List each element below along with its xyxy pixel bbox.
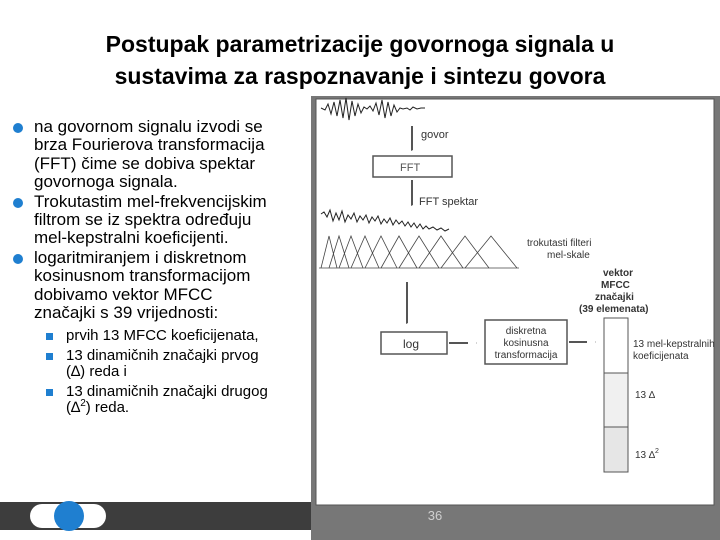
- vector-label-4: (39 elemenata): [579, 304, 649, 315]
- bullet-log-dct: [12, 249, 312, 323]
- mfcc-coef-label-2: koeficijenata: [633, 351, 689, 362]
- bullet-list: [12, 118, 312, 417]
- bullet-line: Trokutastim mel-frekvencijskim: [34, 191, 267, 211]
- delta-suffix: ) reda.: [85, 399, 130, 417]
- sub-bullet-mfcc: [12, 328, 312, 345]
- sub-bullet-line: [66, 400, 312, 417]
- label-fft-spektar: FFT spektar: [419, 196, 479, 208]
- log-label: log: [403, 337, 420, 351]
- bullet-line: mel-kepstralni koeficijenti.: [34, 228, 229, 248]
- slide-title: [0, 28, 720, 92]
- vector-mfcc-segment: [604, 318, 628, 373]
- bullet-line: na govornom signalu izvodi se: [34, 117, 263, 136]
- bullet-line: dobivamo vektor MFCC: [34, 284, 213, 304]
- footer-circle-icon: [54, 501, 84, 531]
- dct-label-2: kosinusna: [503, 338, 549, 349]
- bullet-line: značajki s 39 vrijednosti:: [34, 303, 219, 323]
- label-filters-line2: mel-skale: [547, 250, 590, 261]
- label-filters-line1: trokutasti filteri: [527, 238, 592, 249]
- label-govor: govor: [421, 129, 449, 141]
- page-number: 36: [427, 508, 443, 523]
- sub-bullet-square-icon: [46, 333, 53, 340]
- dct-label-1: diskretna: [505, 326, 547, 337]
- delta-label: 13 ∆: [635, 390, 656, 401]
- footer-bar: [0, 502, 311, 530]
- delta-exponent: 2: [80, 398, 86, 410]
- sub-bullet-line: (∆) reda i: [66, 363, 127, 381]
- sub-bullet-delta: [12, 348, 312, 381]
- sub-bullet-delta2: [12, 384, 312, 417]
- diagram-svg: [311, 96, 720, 540]
- bullet-line: govornoga signala.: [34, 172, 178, 192]
- mfcc-diagram: [311, 96, 720, 540]
- delta-text: (∆: [66, 399, 81, 417]
- bullet-mel-filter: [12, 193, 312, 248]
- bullet-line: kosinusnom transformacijom: [34, 266, 251, 286]
- sub-bullet-square-icon: [46, 353, 53, 360]
- vector-label-3: značajki: [595, 292, 634, 303]
- sub-bullet-line: prvih 13 MFCC koeficijenata,: [66, 327, 259, 345]
- delta2-exponent: 2: [655, 448, 659, 455]
- title-line-2: sustavima za raspoznavanje i sintezu govora: [114, 63, 606, 89]
- bullet-dot-icon: [13, 198, 23, 208]
- bullet-line: logaritmiranjem i diskretnom: [34, 247, 247, 267]
- dct-label-3: transformacija: [494, 350, 558, 361]
- sub-bullet-square-icon: [46, 389, 53, 396]
- vector-delta2-segment: [604, 427, 628, 472]
- bullet-dot-icon: [13, 254, 23, 264]
- bullet-line: (FFT) čime se dobiva spektar: [34, 153, 256, 173]
- bullet-line: brza Fourierova transformacija: [34, 135, 265, 155]
- bullet-dot-icon: [13, 123, 23, 133]
- title-line-1: Postupak parametrizacije govornoga signala u: [105, 31, 615, 57]
- vector-delta-segment: [604, 373, 628, 427]
- delta2-text: 13 ∆: [635, 450, 656, 461]
- fft-label: FFT: [400, 162, 421, 174]
- sub-bullet-line: 13 dinamičnih značajki prvog: [66, 346, 259, 364]
- bullet-fft: [12, 118, 312, 192]
- bullet-line: filtrom se iz spektra određuju: [34, 210, 252, 230]
- mfcc-coef-label-1: 13 mel-kepstralnih: [633, 339, 715, 350]
- vector-label-1: vektor: [603, 268, 634, 279]
- vector-label-2: MFCC: [601, 280, 630, 291]
- sub-bullet-line: 13 dinamičnih značajki drugog: [66, 382, 268, 400]
